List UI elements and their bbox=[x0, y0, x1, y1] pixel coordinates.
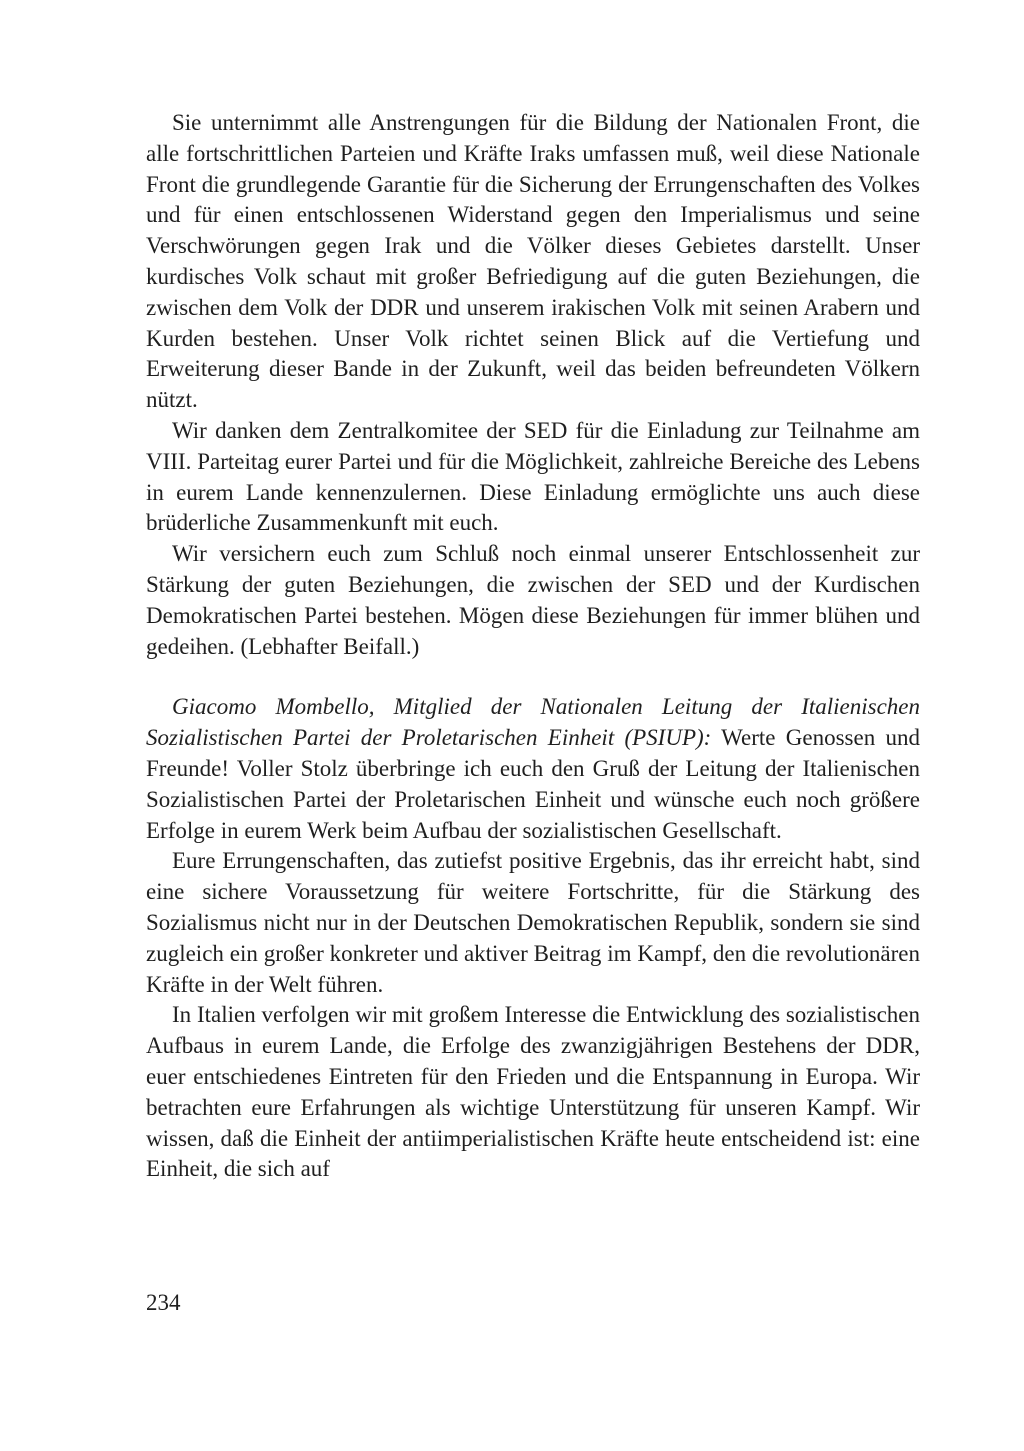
speech-paragraph-1: Eure Errungenschaften, das zutiefst positive Ergebnis, das ihr erreicht habt, sind eine sichere Voraussetzung für weitere Fortschritte, für die Stärkung des Sozialismus nicht nur in der Deutschen Demokratischen Republik, sondern sie sind zugleich ein großer konkreter und aktiver Beitrag im Kampf, den die revolutionären Kräfte in der Welt führen. bbox=[146, 848, 920, 997]
page-number: 234 bbox=[146, 1290, 181, 1315]
paragraph-2: Wir danken dem Zentralkomitee der SED für die Einladung zur Teilnahme am VIII. Parteitag eurer Partei und für die Möglichkeit, zahlreiche Bereiche des Lebens in eurem Lande kennenzulernen. Diese Einladung ermöglichte uns auch diese brüderliche Zusammenkunft mit euch. bbox=[146, 417, 920, 536]
speech-paragraph-2: In Italien verfolgen wir mit großem Interesse die Entwicklung des sozialistischen Aufbaus in eurem Lande, die Erfolge des zwanzigjährigen Bestehens der DDR, euer entschiedenes Eintreten für den Frieden und die Entspannung in Europa. Wir betrachten eure Erfahrungen als wichtige Unterstützung für unseren Kampf. Wir wissen, daß die Einheit der antiimperialistischen Kräfte heute entscheidend ist: eine Einheit, die sich auf bbox=[146, 1002, 920, 1182]
paragraph-1: Sie unternimmt alle Anstrengungen für die Bildung der Nationalen Front, die alle fortschrittlichen Parteien und Kräfte Iraks umfassen muß, weil diese Nationale Front die grundlegende Garantie für die Sicherung der Errungenschaften des Volkes und für einen entschlossenen Widerstand gegen den Imperialismus und seine Verschwörungen gegen Irak und die Völker dieses Gebietes darstellt. Unser kurdisches Volk schaut mit großer Befriedigung auf die guten Beziehungen, die zwischen dem Volk der DDR und unserem irakischen Volk mit seinen Arabern und Kurden bestehen. Unser Volk richtet seinen Blick auf die Vertiefung und Erweiterung dieser Bande in der Zukunft, weil das beiden befreundeten Völkern nützt. bbox=[146, 110, 920, 413]
page-body bbox=[146, 108, 920, 1185]
speaker-attribution: Giacomo Mombello, Mitglied der Nationalen Leitung der Italienischen Sozialistischen Partei der Proletarischen Einheit (PSIUP): bbox=[146, 694, 920, 751]
speech-opening-paragraph bbox=[146, 692, 920, 846]
speech-opening-text: Werte Genossen und Freunde! Voller Stolz überbringe ich euch den Gruß der Leitung der Italienischen Sozialistischen Partei der Proletarischen Einheit und wünsche euch noch größere Erfolge in eurem Werk beim Aufbau der sozialistischen Gesellschaft. bbox=[146, 725, 920, 843]
paragraph-3: Wir versichern euch zum Schluß noch einmal unserer Entschlossenheit zur Stärkung der guten Beziehungen, die zwischen der SED und der Kurdischen Demokratischen Partei bestehen. Mögen diese Beziehungen für immer blühen und gedeihen. (Lebhafter Beifall.) bbox=[146, 541, 920, 659]
